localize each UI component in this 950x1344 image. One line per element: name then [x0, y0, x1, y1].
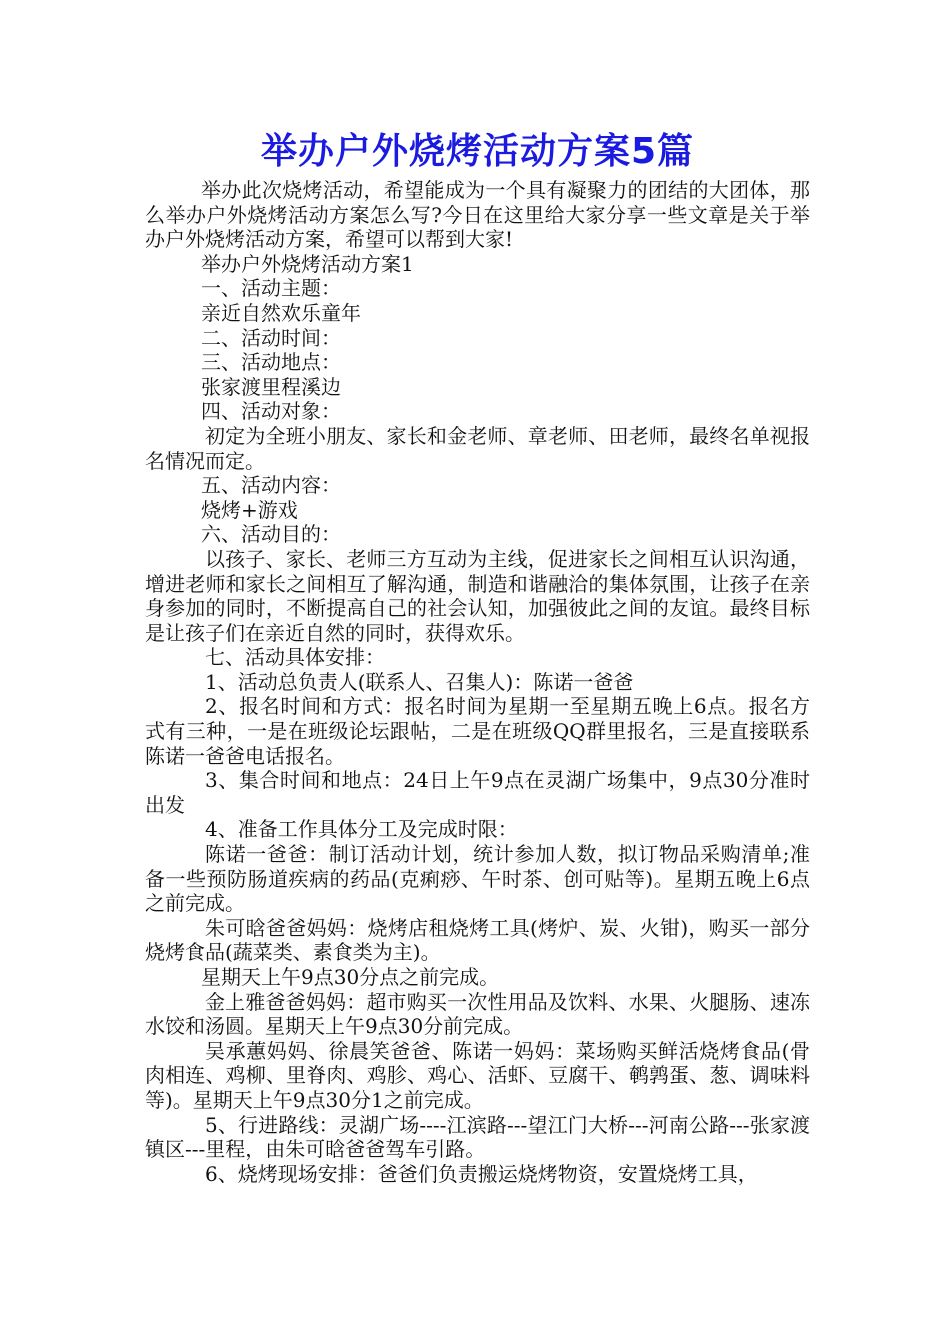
item-text-purpose: 以孩子、家长、老师三方互动为主线，促进家长之间相互认识沟通，增进老师和家长之间相互了解沟通，制造和谐融洽的集体氛围，让孩子在亲身参加的同时，不断提高自己的社会认知，加强彼此之间的友谊。最终目标是让孩子们在亲近自然的同时，获得欢乐。 [145, 546, 810, 645]
arrangement-item-5: 5、行进路线：灵湖广场----江滨路---望江门大桥---河南公路---张家渡镇区---里程，由朱可晗爸爸驾车引路。 [145, 1112, 810, 1162]
item-heading-content: 五、活动内容： [201, 473, 341, 498]
document-page [145, 128, 810, 1186]
item-heading-time: 二、活动时间： [201, 325, 341, 350]
arrangement-item-1: 1、活动总负责人(联系人、召集人)：陈诺一爸爸 [205, 669, 634, 694]
item-heading-arrangement: 七、活动具体安排： [205, 645, 385, 670]
intro-paragraph: 举办此次烧烤活动，希望能成为一个具有凝聚力的团结的大团体，那么举办户外烧烤活动方案怎么写?今日在这里给大家分享一些文章是关于举办户外烧烤活动方案，希望可以帮到大家! [145, 178, 810, 252]
section-heading: 举办户外烧烤活动方案1 [201, 251, 414, 276]
task-market-shopping: 吴承蕙妈妈、徐晨笑爸爸、陈诺一妈妈：菜场购买鲜活烧烤食品(骨肉相连、鸡柳、里脊肉、鸡胗、鸡心、活虾、豆腐干、鹌鹑蛋、葱、调味料等)。星期天上午9点30分1之前完成。 [145, 1038, 810, 1112]
arrangement-item-6: 6、烧烤现场安排：爸爸们负责搬运烧烤物资，安置烧烤工具， [205, 1161, 758, 1186]
task-zhu-kehan-parents: 朱可晗爸爸妈妈：烧烤店租烧烤工具(烤炉、炭、火钳)，购买一部分烧烤食品(蔬菜类、素食类为主)。 [145, 915, 810, 965]
item-text-target: 初定为全班小朋友、家长和金老师、章老师、田老师，最终名单视报名情况而定。 [145, 423, 810, 473]
arrangement-item-2: 2、报名时间和方式：报名时间为星期一至星期五晚上6点。报名方式有三种，一是在班级论坛跟帖，二是在班级QQ群里报名，三是直接联系陈诺一爸爸电话报名。 [145, 694, 810, 768]
task-deadline-note: 星期天上午9点30分点之前完成。 [201, 965, 500, 989]
task-chen-nuoyi-dad: 陈诺一爸爸：制订活动计划，统计参加人数，拟订物品采购清单;准备一些预防肠道疾病的药品(克痢痧、午时茶、创可贴等)。星期五晚上6点之前完成。 [145, 842, 810, 916]
item-heading-theme: 一、活动主题： [201, 276, 341, 301]
item-text-theme: 亲近自然欢乐童年 [201, 300, 361, 325]
document-title: 举办户外烧烤活动方案5篇 [260, 131, 695, 172]
item-text-place: 张家渡里程溪边 [201, 374, 341, 399]
item-text-content: 烧烤+游戏 [201, 497, 298, 522]
item-heading-place: 三、活动地点： [201, 350, 341, 375]
item-heading-purpose: 六、活动目的： [201, 522, 341, 547]
task-jin-shangya-parents: 金上雅爸爸妈妈：超市购买一次性用品及饮料、水果、火腿肠、速冻水饺和汤圆。星期天上午9点30分前完成。 [145, 989, 810, 1039]
item-heading-target: 四、活动对象： [201, 399, 341, 424]
arrangement-item-3: 3、集合时间和地点：24日上午9点在灵湖广场集中，9点30分准时出发 [145, 768, 810, 817]
arrangement-item-4: 4、准备工作具体分工及完成时限： [205, 817, 518, 842]
